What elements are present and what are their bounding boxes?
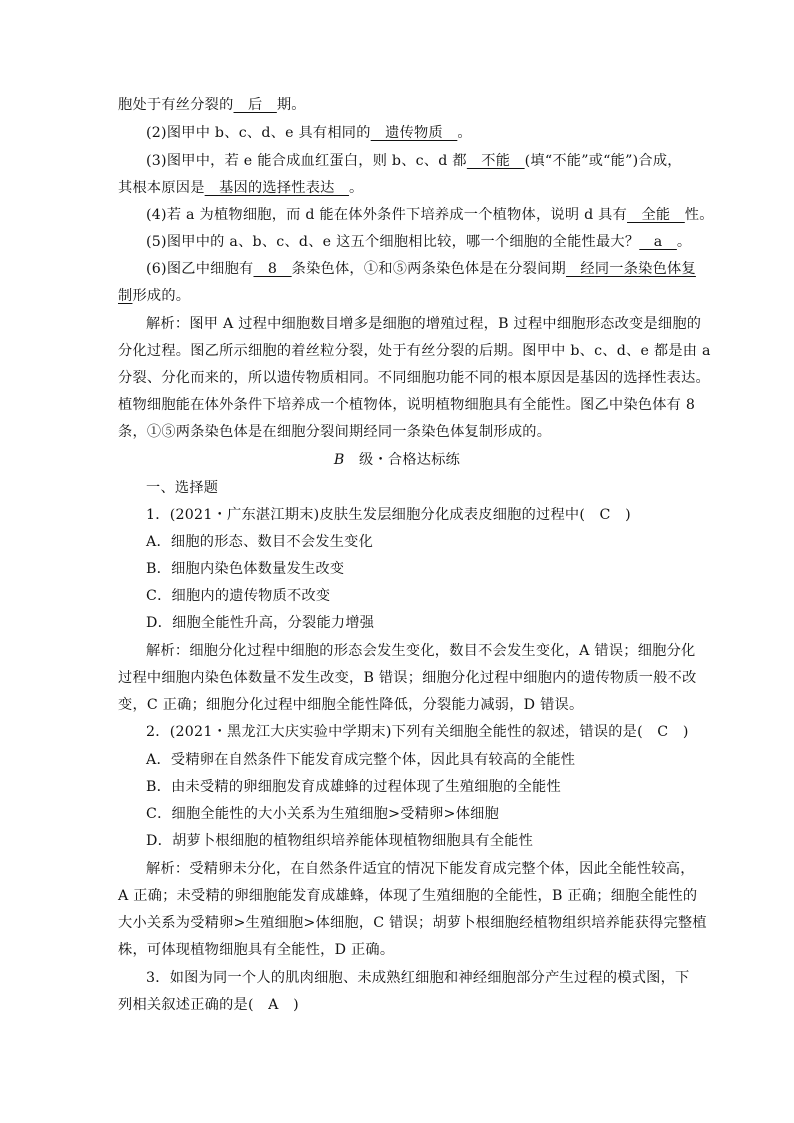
analysis-line: 过程中细胞内染色体数量不发生改变，B 错误；细胞分化过程中细胞内的遗传物质一般不改 xyxy=(118,670,697,686)
analysis-line: 条，①⑤两条染色体是在细胞分裂间期经同一条染色体复制形成的。 xyxy=(118,424,552,440)
answer-line-5: (4)若 a 为植物细胞，而 d 能在体外条件下培养成一个植物体，说明 d 具有 全能 性。 xyxy=(146,207,714,223)
answer-blank: 制 xyxy=(118,288,133,304)
analysis-line: 分化过程。图乙所示细胞的着丝粒分裂，处于有丝分裂的后期。图甲中 b、c、d、e 都是由 a xyxy=(118,343,711,359)
answer-line-6: (5)图甲中的 a、b、c、d、e 这五个细胞相比较，哪一个细胞的全能性最大？ a 。 xyxy=(146,234,692,250)
question-1-stem: 1．(2021・广东湛江期末)皮肤生发层细胞分化成表皮细胞的过程中( C ) xyxy=(146,507,631,523)
option-c: C．细胞内的遗传物质不改变 xyxy=(146,588,331,604)
answer-blank: 遗传物质 xyxy=(370,125,458,141)
answer-line-7: (6)图乙中细胞有 8 条染色体，①和⑤两条染色体是在分裂间期 经同一条染色体复 xyxy=(146,261,696,277)
answer-blank: 后 xyxy=(233,97,277,113)
analysis-line: 大小关系为受精卵>生殖细胞>体细胞，C 错误；胡萝卜根细胞经植物组织培养能获得完整植 xyxy=(118,915,707,931)
section-heading: B 级・合格达标练 xyxy=(333,452,461,468)
option-a: A．细胞的形态、数目不会发生变化 xyxy=(146,534,374,550)
question-2-stem: 2．(2021・黑龙江大庆实验中学期末)下列有关细胞全能性的叙述，错误的是( C ) xyxy=(146,724,689,740)
option-d: D．细胞全能性升高，分裂能力增强 xyxy=(146,615,375,631)
analysis-line: 植物细胞能在体外条件下培养成一个植物体，说明植物细胞具有全能性。图乙中染色体有 8 xyxy=(118,397,696,413)
answer-line-2: (2)图甲中 b、c、d、e 具有相同的 遗传物质 。 xyxy=(146,125,472,141)
answer-blank: a xyxy=(639,234,677,250)
option-d: D．胡萝卜根细胞的植物组织培养能体现植物细胞具有全能性 xyxy=(146,833,534,849)
analysis-line: 分裂、分化而来的，所以遗传物质相同。不同细胞功能不同的根本原因是基因的选择性表达。 xyxy=(118,370,710,386)
option-b: B．细胞内染色体数量发生改变 xyxy=(146,561,345,577)
answer-blank: 全能 xyxy=(627,207,685,223)
answer-blank: 基因的选择性表达 xyxy=(204,180,350,196)
option-b: B．由未受精的卵细胞发育成雄蜂的过程体现了生殖细胞的全能性 xyxy=(146,779,561,795)
analysis-line: A 正确；未受精的卵细胞能发育成雄蜂，体现了生殖细胞的全能性，B 正确；细胞全能性的 xyxy=(118,888,698,904)
analysis-line: 株，可体现植物细胞具有全能性，D 正确。 xyxy=(118,942,395,958)
answer-line-3: (3)图甲中，若 e 能合成血红蛋白，则 b、c、d 都 不能 (填“不能”或“能”)合成， xyxy=(146,153,682,169)
answer-line-4: 其根本原因是 基因的选择性表达 。 xyxy=(118,180,364,196)
question-3-stem: 3．如图为同一个人的肌肉细胞、未成熟红细胞和神经细胞部分产生过程的模式图，下 xyxy=(146,970,690,986)
option-a: A．受精卵在自然条件下能发育成完整个体，因此具有较高的全能性 xyxy=(146,752,576,768)
analysis-line: 解析：图甲 A 过程中细胞数目增多是细胞的增殖过程，B 过程中细胞形态改变是细胞的 xyxy=(146,316,702,332)
part-title: 一、选择题 xyxy=(146,480,219,496)
analysis-line: 解析：受精卵未分化，在自然条件适宜的情况下能发育成完整个体，因此全能性较高， xyxy=(146,861,695,877)
answer-blank: 经同一条染色体复 xyxy=(565,261,696,277)
analysis-line: 解析：细胞分化过程中细胞的形态会发生变化，数目不会发生变化，A 错误；细胞分化 xyxy=(146,643,696,659)
answer-line-8: 制形成的。 xyxy=(118,288,191,304)
answer-line-1: 胞处于有丝分裂的 后 期。 xyxy=(118,97,306,113)
analysis-line: 变，C 正确；细胞分化过程中细胞全能性降低，分裂能力减弱，D 错误。 xyxy=(118,697,584,713)
answer-blank: 不能 xyxy=(466,153,525,169)
option-c: C．细胞全能性的大小关系为生殖细胞>受精卵>体细胞 xyxy=(146,806,500,822)
answer-blank: 8 xyxy=(253,261,292,277)
question-3-stem-cont: 列相关叙述正确的是( A ) xyxy=(118,997,299,1013)
